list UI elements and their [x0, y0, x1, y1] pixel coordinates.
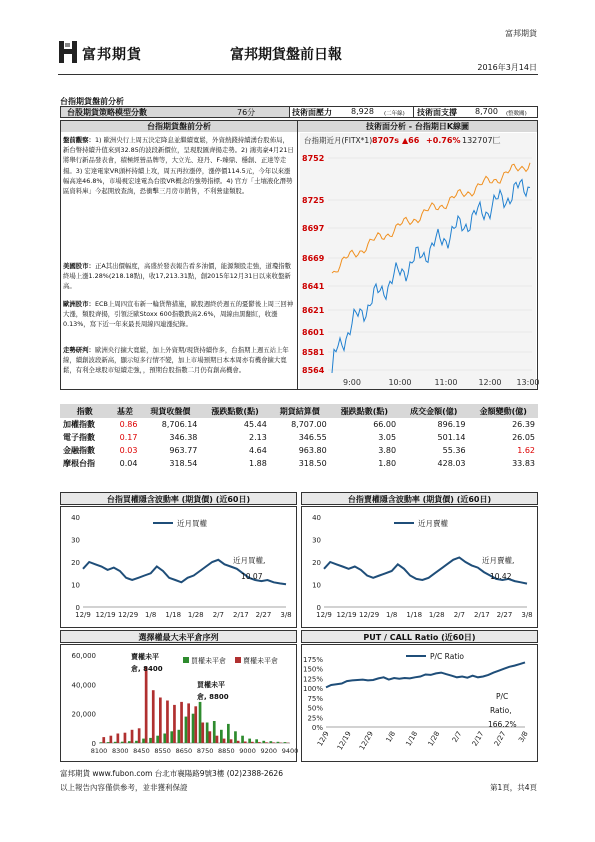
index-table — [60, 404, 538, 470]
pc-chart — [301, 644, 538, 762]
y-tick-label: 40 — [71, 514, 80, 522]
analysis-panel — [60, 120, 538, 390]
bar-call — [128, 741, 131, 743]
analysis-para-4 — [63, 345, 295, 376]
x-tick-label: 2/27 — [496, 611, 513, 619]
kline-y-label: 8601 — [302, 328, 325, 337]
bar-call — [114, 742, 117, 743]
cell-name: 摩根台指 — [63, 459, 95, 468]
cell-fut: 318.50 — [298, 459, 327, 468]
table-row — [60, 457, 538, 470]
index-table-header — [60, 404, 538, 418]
cell-basis: 0.04 — [119, 459, 138, 468]
bar-call — [163, 734, 166, 744]
y-tick-label: 0 — [91, 740, 96, 748]
bar-call — [277, 742, 280, 743]
y-tick-label: 40,000 — [71, 681, 96, 690]
cell-amt: 428.03 — [437, 459, 466, 468]
buy-iv-title: 台指買權隱含波動率 (期貨價) (近60日) — [60, 492, 297, 505]
bar-call — [248, 739, 251, 743]
bar-put — [145, 667, 148, 743]
doc-date: 2016年3月14日 — [477, 63, 537, 72]
x-tick-label: 12/29 — [359, 611, 380, 619]
x-tick-label: 8650 — [175, 747, 193, 755]
analysis-para-1 — [63, 135, 295, 196]
y-tick-label: 175% — [302, 656, 323, 664]
x-tick-label: 3/8 — [521, 611, 533, 619]
oi-title: 選擇權最大未平倉序列 — [60, 630, 297, 643]
bar-call — [149, 738, 152, 743]
kline-y-label: 8669 — [302, 254, 325, 263]
bar-put — [180, 702, 183, 743]
x-tick-label: 1/28 — [428, 611, 445, 619]
cell-fut: 346.55 — [298, 433, 327, 442]
y-tick-label: 20 — [71, 559, 80, 567]
x-tick-label: 8300 — [111, 747, 129, 755]
x-tick-label: 8750 — [196, 747, 214, 755]
x-tick-label: 2/27 — [492, 730, 508, 748]
bar-put — [117, 734, 120, 744]
bar-put — [258, 742, 261, 743]
sell-iv-annot-2: 10.42 — [490, 572, 512, 581]
x-tick-label: 12/9 — [316, 611, 332, 619]
x-tick-label: 1/8 — [384, 730, 398, 744]
pc-annot-2: Ratio, — [490, 706, 512, 715]
cell-amtchg: 33.83 — [512, 459, 535, 468]
y-tick-label: 40 — [312, 514, 321, 522]
para-2-head: 美國股市： — [63, 262, 95, 270]
oi-legend-call: 買權未平倉 — [191, 657, 226, 665]
x-tick-label: 2/17 — [233, 611, 249, 619]
pc-annot-3: 166.2% — [488, 720, 517, 729]
y-tick-label: 100% — [302, 685, 323, 694]
bar-call — [255, 739, 258, 743]
kline-x-label: 9:00 — [343, 378, 361, 387]
bar-put — [209, 731, 212, 743]
kline-x-label: 10:00 — [388, 378, 412, 387]
header-divider — [58, 74, 538, 75]
x-tick-label: 3/8 — [517, 730, 530, 744]
kline-y-label: 8752 — [302, 154, 325, 163]
y-tick-label: 50% — [307, 704, 323, 713]
cell-name: 加權指數 — [63, 420, 95, 429]
cell-basis: 0.03 — [119, 446, 138, 455]
cell-fchg: 3.80 — [378, 446, 397, 455]
y-tick-label: 0 — [316, 604, 321, 612]
x-tick-label: 9400 — [281, 747, 299, 755]
x-tick-label: 2/17 — [474, 611, 490, 619]
oi-legend-put: 賣權未平倉 — [243, 657, 278, 665]
bar-put — [166, 701, 169, 744]
x-tick-label: 12/9 — [315, 730, 331, 748]
bar-put — [159, 698, 162, 744]
y-tick-label: 150% — [302, 665, 323, 674]
bar-call — [199, 702, 202, 743]
bar-call — [206, 723, 209, 744]
bar-put — [237, 741, 240, 743]
buy-iv-annot-1: 近月買權, — [233, 556, 266, 565]
sell-iv-title: 台指賣權隱含波動率 (期貨價) (近60日) — [301, 492, 538, 505]
resistance-value: 8,928 — [351, 107, 374, 116]
x-tick-label: 1/8 — [145, 611, 157, 619]
bar-put — [251, 742, 254, 743]
bar-put — [138, 728, 141, 743]
y-tick-label: 10 — [71, 581, 80, 590]
kline-y-label: 8621 — [302, 306, 325, 315]
cell-amt: 896.19 — [437, 420, 466, 429]
bar-call — [284, 742, 287, 743]
y-tick-label: 30 — [71, 536, 80, 545]
x-tick-label: 1/18 — [165, 611, 182, 619]
cell-fchg: 1.80 — [378, 459, 397, 468]
bar-put — [110, 736, 113, 743]
th-amt: 成交金額(億) — [399, 404, 468, 418]
bar-call — [156, 736, 159, 743]
sell-iv-annot-1: 近月賣權, — [482, 556, 515, 565]
bar-call — [234, 731, 237, 743]
x-tick-label: 12/19 — [95, 611, 116, 619]
kline-y-label: 8641 — [302, 282, 325, 291]
y-tick-label: 20,000 — [71, 710, 96, 719]
bar-put — [102, 737, 105, 743]
kline-y-label: 8725 — [302, 196, 325, 205]
para-1-head: 盤前觀察： — [63, 136, 95, 144]
logo-text: 富邦期貨 — [82, 47, 142, 63]
bar-call — [135, 741, 138, 743]
footer-page: 第1頁，共4頁 — [489, 783, 537, 792]
cell-basis: 0.86 — [119, 420, 138, 429]
cell-name: 金融指數 — [63, 446, 95, 455]
pc-annot-1: P/C — [496, 692, 509, 701]
para-4-body: 歐洲央行擴大寬鬆，加上外資期/現貨持續作多，台指期上週五站上年線，續創波段新高，顯示短多行情不變，加上市場預期日本本周亦有機會擴大寬鬆，有利全球股市短續走強，，預期台股指數二月仍有創高機會。 — [63, 346, 289, 375]
bar-put — [152, 690, 155, 743]
resistance-label: 技術面壓力 — [292, 108, 332, 117]
bar-put — [230, 739, 233, 743]
kline-y-label: 8581 — [302, 348, 325, 357]
table-row — [60, 444, 538, 457]
table-row — [60, 431, 538, 444]
cell-spot: 318.54 — [169, 459, 198, 468]
bar-call — [178, 730, 181, 743]
x-tick-label: 2/7 — [453, 611, 465, 619]
bar-put — [216, 736, 219, 743]
x-tick-label: 1/28 — [426, 730, 442, 748]
x-tick-label: 12/19 — [335, 730, 353, 752]
support-label: 技術面支撐 — [417, 108, 457, 117]
x-tick-label: 2/7 — [212, 611, 224, 619]
x-tick-label: 8450 — [133, 747, 150, 755]
cell-fut: 963.80 — [298, 446, 327, 455]
bar-call — [241, 736, 244, 743]
support-value: 8,700 — [475, 107, 498, 116]
y-tick-label: 30 — [312, 536, 321, 545]
cell-name: 電子指數 — [63, 433, 95, 442]
series-line — [326, 662, 525, 687]
y-tick-label: 20 — [312, 559, 321, 567]
x-tick-label: 1/28 — [187, 611, 204, 619]
analysis-para-2 — [63, 261, 295, 292]
buy-iv-annot-2: 10.07 — [241, 572, 263, 581]
kline-volume: 132707匚 — [462, 136, 501, 145]
y-tick-label: 25% — [307, 714, 323, 723]
oi-annot-sell-2: 倉, 8400 — [131, 665, 163, 673]
header-company: 富邦期貨 — [505, 29, 537, 38]
th-chg: 漲跌點數(點) — [200, 404, 269, 418]
footer-contact: 富邦期貨 www.fubon.com 台北市襄陽路9號3樓 (02)2388-2626 — [60, 769, 283, 778]
cell-spot: 346.38 — [169, 433, 198, 442]
kline-caption: 台指期近月(FITX*1) — [304, 136, 373, 145]
oi-chart — [60, 644, 297, 762]
cell-basis: 0.17 — [119, 433, 138, 442]
bar-call — [100, 742, 103, 743]
kline-y-label: 8564 — [302, 366, 325, 375]
y-tick-label: 60,000 — [71, 652, 96, 660]
bar-put — [201, 723, 204, 744]
cell-amtchg: 26.39 — [512, 420, 535, 429]
bar-put — [244, 742, 247, 744]
cell-spot: 8,706.14 — [161, 420, 198, 429]
cell-chg: 45.44 — [243, 420, 267, 429]
analysis-divider — [297, 121, 298, 389]
th-amtchg: 金額變動(億) — [469, 404, 538, 418]
bar-put — [187, 703, 190, 743]
bar-put — [194, 706, 197, 743]
support-note: (整數關) — [506, 111, 527, 117]
bar-call — [142, 739, 145, 743]
cell-amt: 55.36 — [442, 446, 466, 455]
footer-disclaimer: 以上報告內容僅供參考，並非獲利保證 — [60, 783, 188, 792]
cell-chg: 4.64 — [248, 446, 267, 455]
bar-put — [272, 742, 275, 743]
bar-call — [227, 724, 230, 743]
bar-call — [262, 741, 265, 743]
bar-put — [124, 733, 127, 743]
bar-call — [213, 721, 216, 743]
kline-y-label: 8697 — [302, 224, 325, 233]
kline-x-label: 13:00 — [516, 378, 540, 387]
kline-chart — [300, 133, 540, 389]
strategy-divider-2 — [413, 107, 414, 117]
cell-fut: 8,707.00 — [291, 420, 327, 429]
bar-put — [131, 730, 134, 743]
x-tick-label: 2/17 — [470, 730, 486, 748]
x-tick-label: 2/27 — [255, 611, 272, 619]
y-tick-label: 75% — [307, 694, 323, 703]
pc-legend: P/C Ratio — [430, 652, 464, 661]
strategy-row — [60, 106, 538, 118]
para-3-body: ECB上周四宣布新一輪貨幣措施，歐股週終於週五的憂鬱後上周三回神大漲，類股齊揚，引領泛歐Stoxx 600指數跌高2.6%，周線由黑翻紅，收漲0.13%，寫下近一年來最長周線四連漲紀錄。 — [63, 300, 294, 329]
x-tick-label: 9200 — [260, 747, 278, 755]
cell-chg: 1.88 — [248, 459, 267, 468]
x-tick-label: 2/7 — [450, 730, 464, 744]
y-tick-label: 10 — [312, 581, 321, 590]
bar-call — [270, 741, 273, 743]
doc-title: 富邦期貨盤前日報 — [230, 47, 342, 63]
cell-amtchg: 1.62 — [517, 446, 535, 455]
sell-iv-legend: 近月賣權 — [418, 519, 448, 528]
x-tick-label: 8100 — [90, 747, 108, 755]
x-tick-label: 3/8 — [280, 611, 292, 619]
buy-iv-legend: 近月買權 — [177, 519, 207, 528]
analysis-para-3 — [63, 299, 295, 330]
section-title: 台指期貨盤前分析 — [60, 97, 124, 106]
th-fchg: 漲跌點數(點) — [330, 404, 399, 418]
bar-call — [107, 742, 110, 743]
x-tick-label: 1/18 — [404, 730, 420, 748]
cell-fchg: 3.05 — [378, 433, 397, 442]
para-1-body: 1) 歐洲央行上周五決定降息並繼續寬鬆，外資熱錢持續湧台股佈局，新台幣持續升值來到32.85的波段新價位，呈現股匯齊揚走勢。2) 鴻夷豪4月21日將舉行新品發表會，積極經營品牌等，大立光、迎丹、F-臻鼎、穩創、正達等走揚。3) 宏達電家VR頭杯持續上攻，周五再拉漲停，漲停價114.5元，今年以來漲幅高達46.8%，市場視宏達電為台股VR概念的強勢指標。4) 官方「土壤液化潛勢區資料庫」今起開放查詢，恐衝擊三月房市銷售，不利營建類股。 — [63, 136, 294, 196]
x-tick-label: 8850 — [218, 747, 235, 755]
oi-annot-sell-1: 賣權未平 — [131, 653, 159, 661]
x-tick-label: 12/9 — [75, 611, 91, 619]
table-row — [60, 418, 538, 431]
kline-change: ▲66 — [402, 136, 420, 145]
bar-put — [173, 705, 176, 743]
bar-call — [170, 731, 173, 743]
sell-iv-chart — [301, 506, 538, 628]
x-tick-label: 12/19 — [336, 611, 357, 619]
strategy-divider — [289, 107, 290, 117]
analysis-right-header: 技術面分析 - 台指期日K線圖 — [298, 121, 537, 132]
kline-x-label: 12:00 — [478, 378, 502, 387]
th-basis: 基差 — [109, 404, 140, 418]
kline-pct: +0.76% — [426, 136, 461, 145]
fubon-logo-icon — [58, 40, 78, 64]
para-4-head: 走勢研判： — [63, 346, 95, 354]
bar-put — [223, 739, 226, 743]
strategy-label: 台股期貨策略模型分數 — [67, 108, 147, 117]
x-tick-label: 1/18 — [406, 611, 423, 619]
cell-amt: 501.14 — [437, 433, 466, 442]
bar-call — [185, 717, 188, 743]
kline-x-label: 11:00 — [434, 378, 458, 387]
pc-title: PUT / CALL Ratio (近60日) — [301, 630, 538, 643]
y-tick-label: 0% — [311, 724, 323, 732]
x-tick-label: 8550 — [154, 747, 171, 755]
cell-chg: 2.13 — [248, 433, 267, 442]
cell-fchg: 66.00 — [373, 420, 397, 429]
bar-call — [121, 742, 124, 743]
kline-price: 8707s — [372, 136, 400, 145]
th-fut: 期貨結算價 — [270, 404, 330, 418]
cell-amtchg: 26.05 — [512, 433, 535, 442]
buy-iv-chart — [60, 506, 297, 628]
bar-call — [220, 730, 223, 743]
analysis-left-header: 台指期貨盤前分析 — [61, 121, 297, 132]
x-tick-label: 12/29 — [357, 730, 375, 752]
x-tick-label: 12/29 — [118, 611, 139, 619]
oi-annot-buy-2: 倉, 8800 — [197, 693, 229, 701]
cell-spot: 963.77 — [169, 446, 198, 455]
y-tick-label: 125% — [302, 675, 323, 684]
th-index: 指數 — [60, 404, 109, 418]
para-2-body: 正A其出價幅度，高盛於發表報告看多油價，能源類股走強，道瓊指數終場上漲1.28%(218.18點)，收17,213.31點，創2015年12月31日以來收盤新高。 — [63, 262, 292, 291]
bar-call — [192, 714, 195, 743]
bar-put — [265, 742, 268, 743]
x-tick-label: 9000 — [239, 747, 256, 755]
th-spot: 現貨收盤價 — [140, 404, 200, 418]
y-tick-label: 0 — [75, 604, 80, 612]
resistance-note: (二年線) — [384, 111, 405, 117]
para-3-head: 歐洲股市： — [63, 300, 95, 308]
x-tick-label: 1/8 — [386, 611, 398, 619]
strategy-score: 76分 — [237, 108, 256, 117]
oi-annot-buy-1: 買權未平 — [197, 681, 225, 689]
